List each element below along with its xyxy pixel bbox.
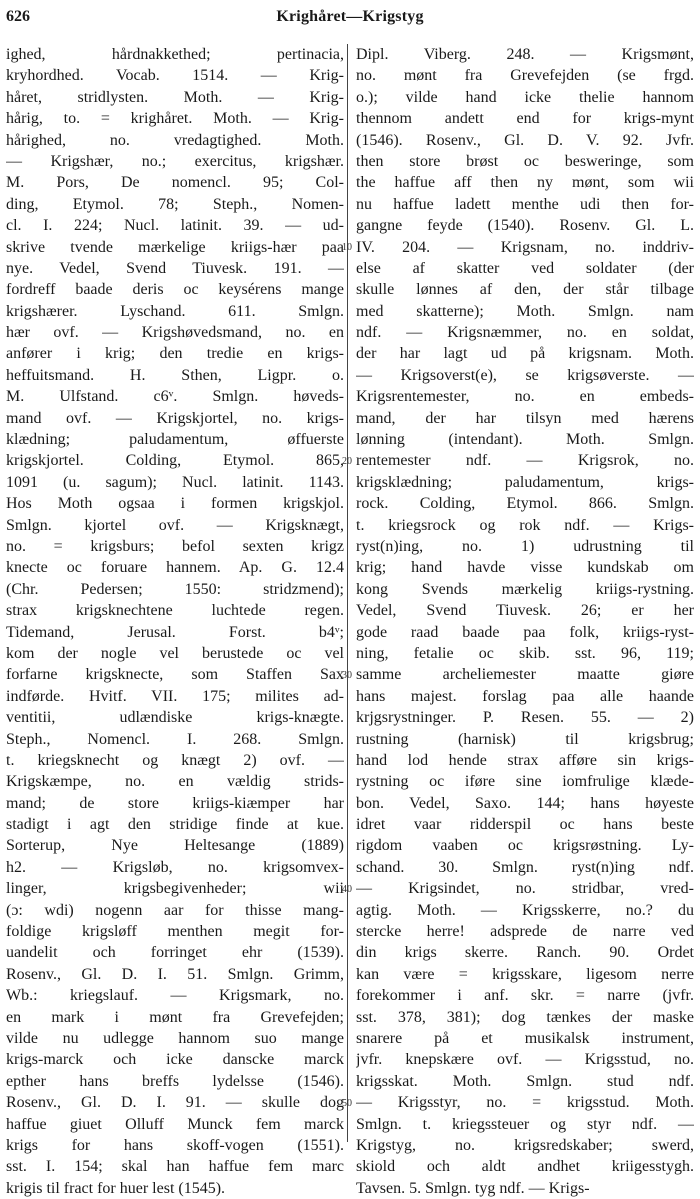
text-line: vilde nu udlegge hannom suo mange [6, 1029, 344, 1047]
text-line: ndf. — Krigsnæmmer, no. en soldat, [356, 324, 694, 342]
text-line: uandelit och forringet ehr (1539). [6, 944, 344, 962]
text-line: skiold och aldt andhet kriigesstygh. [356, 1158, 694, 1176]
text-line: — Krigsindet, no. stridbar, vred- [356, 880, 694, 898]
text-line: krigs-marck och icke danscke marck [6, 1051, 344, 1069]
text-line: nu haffue ladett menthe udi then for- [356, 195, 694, 213]
text-line: hans majest. forslag paa alle haande [356, 687, 694, 705]
text-line: heffuitsmand. H. Sthen, Ligpr. o. [6, 366, 344, 384]
text-line: Steph., Nomencl. I. 268. Smlgn. [6, 730, 344, 748]
text-line: schand. 30. Smlgn. ryst(n)ing ndf. [356, 858, 694, 876]
text-line: rentemester ndf. — Krigsrok, no. [356, 452, 694, 470]
text-line: rustning (harnisk) til krigsbrug; [356, 730, 694, 748]
text-line: klædning; paludamentum, øffuerste [6, 431, 344, 449]
text-line: fordreff baade deris oc keysérens mange [6, 281, 344, 299]
text-line: rock. Colding, Etymol. 866. Smlgn. [356, 495, 694, 513]
text-line: rystning oc iføre sine iomfrulige klæde- [356, 773, 694, 791]
text-line: linger, krigsbegivenheder; wii [6, 880, 344, 898]
column-divider [347, 44, 348, 1142]
text-line: cl. I. 224; Nucl. latinit. 39. — ud- [6, 217, 344, 235]
text-line: hårighed, no. vredagtighed. Moth. [6, 131, 344, 149]
text-line: kong Svends mærkelig kriigs-rystning. [356, 580, 694, 598]
text-line: the haffue aff then ny mønt, som wii [356, 174, 694, 192]
text-line: idret vaar ridderspil oc hans beste [356, 816, 694, 834]
text-line: krigis til fract for huer lest (1545). [6, 1179, 226, 1197]
text-line: samme archeliemester maatte giøre [356, 666, 694, 684]
text-line: der har lagt ud på krigsnam. Moth. [356, 345, 694, 363]
text-line: ning, fetalie oc skib. sst. 96, 119; [356, 644, 694, 662]
text-line: h2. — Krigsløb, no. krigsomvex- [6, 858, 344, 876]
text-line: med skatterne); Moth. Smlgn. nam [356, 302, 694, 320]
text-line: skulle lønnes af den, der står tilbage [356, 281, 694, 299]
text-line: bon. Vedel, Saxo. 144; hans høyeste [356, 794, 694, 812]
line-number: 50 [342, 1097, 352, 1109]
text-line: strax krigsknechtene luchtede regen. [6, 602, 344, 620]
text-line: Krigstyg, no. krigsredskaber; swerd, [356, 1136, 694, 1154]
text-line: krjgsrystninger. P. Resen. 55. — 2) [356, 709, 694, 727]
page-number: 626 [6, 8, 30, 25]
text-line: krigsskat. Moth. Smlgn. stud ndf. [356, 1072, 694, 1090]
text-line: no. mønt fra Grevefejden (se frgd. [356, 67, 694, 85]
text-line: M. Ulfstand. c6ᵛ. Smlgn. høveds- [6, 388, 344, 406]
text-line: — Krigsoverst(e), se krigsøverste. — [356, 366, 694, 384]
text-line: kryhordhed. Vocab. 1514. — Krig- [6, 67, 344, 85]
text-line: foldige krigsløff menthen megit for- [6, 923, 344, 941]
text-line: — Krigsstyr, no. = krigsstud. Moth. [356, 1094, 694, 1112]
left-column [6, 44, 344, 1199]
text-line: Smlgn. kjortel ovf. — Krigsknægt, [6, 516, 344, 534]
text-line: forekommer i anf. skr. = narre (jvfr. [356, 987, 694, 1005]
text-line: Tavsen. 5. Smlgn. tyg ndf. — Krigs- [356, 1179, 590, 1197]
text-line: thennom andett end for krigs-mynt [356, 110, 694, 128]
text-line: Dipl. Viberg. 248. — Krigsmønt, [356, 46, 694, 63]
text-line: håret, stridlysten. Moth. — Krig- [6, 88, 344, 106]
text-line: Vedel, Svend Tiuvesk. 26; er her [356, 602, 694, 620]
text-line: Rosenv., Gl. D. I. 51. Smlgn. Grimm, [6, 965, 344, 983]
text-line: sst. I. 154; skal han haffue fem marc [6, 1158, 344, 1176]
line-number: 10 [342, 241, 352, 253]
text-line: kom der nogle vel berustede oc vel [6, 644, 344, 662]
text-line: t. kriegsrock og rok ndf. — Krigs- [356, 516, 694, 534]
text-line: o.); vilde hand icke thelie hannom [356, 88, 694, 106]
text-line: mand ovf. — Krigskjortel, no. krigs- [6, 409, 344, 427]
text-line: knecte oc foruare hannem. Ap. G. 12.4 [6, 559, 344, 577]
text-line: indførde. Hvitf. VII. 175; milites ad- [6, 687, 344, 705]
text-line: epther hans breffs lydelsse (1546). [6, 1072, 344, 1090]
text-line: gode raad baade paa folk, kriigs-ryst- [356, 623, 694, 641]
text-line: Wb.: kriegslauf. — Krigsmark, no. [6, 987, 344, 1005]
text-line: mand, der har tilsyn med hærens [356, 409, 694, 427]
text-line: ventitii, udlændiske krigs-knægte. [6, 709, 344, 727]
text-line: snarere på et musikalsk instrument, [356, 1029, 694, 1047]
text-line: gangne feyde (1540). Rosenv. Gl. L. [356, 217, 694, 235]
text-line: Krigskæmpe, no. en vældig strids- [6, 773, 344, 791]
text-line: else af skatter ved soldater (der [356, 259, 694, 277]
text-line: anfører i krig; den tredie en krigs- [6, 345, 344, 363]
text-line: ryst(n)ing, no. 1) udrustning til [356, 537, 694, 555]
text-line: Sorterup, Nye Heltesange (1889) [6, 837, 344, 855]
text-line: haffue giuet Olluff Munck fem marck [6, 1115, 344, 1133]
line-number: 20 [342, 455, 352, 467]
text-line: t. kriegsknecht og knægt 2) ovf. — [6, 751, 344, 769]
text-line: stercke herre! adsprede de narre ved [356, 923, 694, 941]
text-line: mand; de store kriigs-kiæmper har [6, 794, 344, 812]
text-line: Hos Moth ogsaa i formen krigskjol. [6, 495, 344, 513]
text-line: Rosenv., Gl. D. I. 91. — skulle dog [6, 1094, 344, 1112]
text-line: then store brøst oc besweringe, som [356, 152, 694, 170]
text-line: jvfr. knepskære ovf. — Krigsstud, no. [356, 1051, 694, 1069]
text-line: kan være = krigsskare, ligesom nerre [356, 965, 694, 983]
text-line: krigskjortel. Colding, Etymol. 865, [6, 452, 344, 470]
text-line: stadigt i agt den stridige finde at kue. [6, 816, 344, 834]
text-line: IV. 204. — Krigsnam, no. inddriv- [356, 238, 694, 256]
text-line: M. Pors, De nomencl. 95; Col- [6, 174, 344, 192]
text-line: Krigsrentemester, no. en embeds- [356, 388, 694, 406]
page-header [6, 4, 694, 34]
text-line: Tidemand, Jerusal. Forst. b4ᵛ; [6, 623, 344, 641]
text-line: en mark i mønt fra Grevefejden; [6, 1008, 344, 1026]
text-line: (Chr. Pedersen; 1550: stridzmend); [6, 580, 344, 598]
text-line: ding, Etymol. 78; Steph., Nomen- [6, 195, 344, 213]
text-line: — Krigshær, no.; exercitus, krigshær. [6, 152, 344, 170]
running-title: Krighåret—Krigstyg [276, 8, 424, 25]
text-line: Smlgn. t. kriegssteuer og styr ndf. — [356, 1115, 694, 1133]
text-line: rigdom vaaben oc krigsrøstning. Ly- [356, 837, 694, 855]
text-line: hand lod hende strax afføre sin krigs- [356, 751, 694, 769]
line-number: 30 [342, 669, 352, 681]
text-line: hårig, to. = krighåret. Moth. — Krig- [6, 110, 344, 128]
text-line: din krigs skerre. Ranch. 90. Ordet [356, 944, 694, 962]
text-line: agtig. Moth. — Krigsskerre, no.? du [356, 901, 694, 919]
text-line: (ɔ: wdi) nogenn aar for thisse mang- [6, 901, 344, 919]
text-line: forfarne krigsknecte, som Staffen Sax [6, 666, 344, 684]
text-line: (1546). Rosenv., Gl. D. V. 92. Jvfr. [356, 131, 694, 149]
text-line: nye. Vedel, Svend Tiuvesk. 191. — [6, 259, 344, 277]
text-line: krigs for hans skoff-vogen (1551). [6, 1136, 344, 1154]
text-line: lønning (intendant). Moth. Smlgn. [356, 431, 694, 449]
text-line: no. = krigsburs; befol sexten krigz [6, 537, 344, 555]
right-column [356, 44, 694, 1199]
text-line: krigshærer. Lyschand. 611. Smlgn. [6, 302, 344, 320]
text-line: skrive tvende mærkelige kriigs-hær paa [6, 238, 344, 256]
text-line: 1091 (u. sagum); Nucl. latinit. 1143. [6, 473, 344, 491]
line-number: 40 [342, 883, 352, 895]
text-line: sst. 378, 381); dog tænkes der maske [356, 1008, 694, 1026]
text-line: krig; hand havde visse kundskab om [356, 559, 694, 577]
text-line: ighed, hårdnakkethed; pertinacia, [6, 46, 344, 63]
text-line: hær ovf. — Krigshøvedsmand, no. en [6, 324, 344, 342]
text-line: krigsklædning; paludamentum, krigs- [356, 473, 694, 491]
